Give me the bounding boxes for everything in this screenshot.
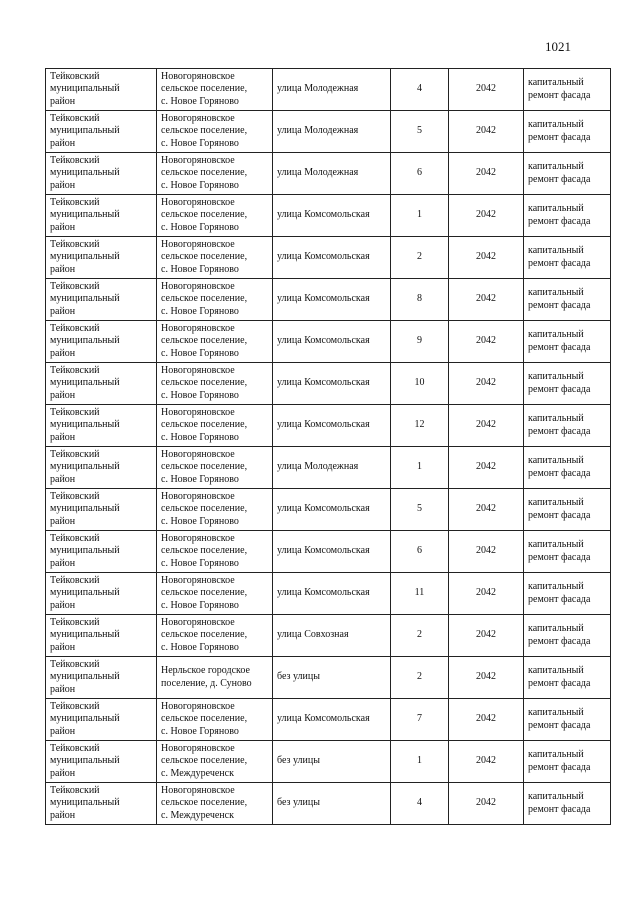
work-type-cell <box>524 363 611 405</box>
table-row <box>46 657 611 699</box>
settlement-cell-line: с. Новое Горяново <box>161 515 239 527</box>
district-cell-line: Тейковский <box>50 71 100 83</box>
settlement-cell-line: Новогоряновское <box>161 407 235 419</box>
settlement-cell-line: с. Новое Горяново <box>161 305 239 317</box>
district-cell-line: район <box>50 473 76 485</box>
house-number-cell: 1 <box>391 195 449 237</box>
work-type-cell-line: капитальный <box>528 623 584 635</box>
settlement-cell-line: Новогоряновское <box>161 533 235 545</box>
work-type-cell-line: капитальный <box>528 581 584 593</box>
table-row <box>46 69 611 111</box>
street-cell: без улицы <box>273 741 391 783</box>
work-type-cell-line: ремонт фасада <box>528 257 591 269</box>
house-number-cell: 10 <box>391 363 449 405</box>
settlement-cell-line: Новогоряновское <box>161 701 235 713</box>
settlement-cell-line: Новогоряновское <box>161 155 235 167</box>
work-type-cell-line: ремонт фасада <box>528 341 591 353</box>
district-cell-line: муниципальный <box>50 125 120 137</box>
settlement-cell <box>157 447 273 489</box>
district-cell-line: Тейковский <box>50 155 100 167</box>
settlement-cell-line: с. Новое Горяново <box>161 137 239 149</box>
house-number-cell: 5 <box>391 489 449 531</box>
district-cell <box>46 69 157 111</box>
district-cell <box>46 447 157 489</box>
settlement-cell-line: с. Новое Горяново <box>161 95 239 107</box>
district-cell-line: Тейковский <box>50 491 100 503</box>
work-type-cell <box>524 615 611 657</box>
district-cell <box>46 573 157 615</box>
work-type-cell-line: капитальный <box>528 287 584 299</box>
district-cell <box>46 531 157 573</box>
table-row <box>46 783 611 825</box>
street-cell: улица Молодежная <box>273 447 391 489</box>
settlement-cell-line: Новогоряновское <box>161 491 235 503</box>
work-type-cell-line: капитальный <box>528 665 584 677</box>
street-cell: без улицы <box>273 657 391 699</box>
table-row <box>46 279 611 321</box>
year-cell: 2042 <box>449 153 524 195</box>
page-number: 1021 <box>545 39 571 54</box>
district-cell-line: район <box>50 263 76 275</box>
work-type-cell-line: капитальный <box>528 203 584 215</box>
table-row <box>46 573 611 615</box>
district-cell-line: район <box>50 95 76 107</box>
district-cell-line: муниципальный <box>50 419 120 431</box>
settlement-cell-line: Новогоряновское <box>161 365 235 377</box>
work-type-cell <box>524 657 611 699</box>
work-type-cell-line: ремонт фасада <box>528 635 591 647</box>
table-row <box>46 741 611 783</box>
district-cell <box>46 195 157 237</box>
settlement-cell-line: сельское поселение, <box>161 629 248 641</box>
district-cell-line: район <box>50 809 76 821</box>
house-number-cell: 11 <box>391 573 449 615</box>
settlement-cell-line: Новогоряновское <box>161 743 235 755</box>
district-cell-line: район <box>50 389 76 401</box>
house-number-cell: 2 <box>391 615 449 657</box>
table-row <box>46 531 611 573</box>
district-cell-line: муниципальный <box>50 671 120 683</box>
work-type-cell-line: ремонт фасада <box>528 719 591 731</box>
district-cell-line: Тейковский <box>50 533 100 545</box>
house-number-cell: 2 <box>391 657 449 699</box>
settlement-cell-line: с. Новое Горяново <box>161 347 239 359</box>
table-row <box>46 195 611 237</box>
settlement-cell-line: сельское поселение, <box>161 419 248 431</box>
street-cell: улица Комсомольская <box>273 363 391 405</box>
district-cell <box>46 363 157 405</box>
settlement-cell-line: с. Новое Горяново <box>161 641 239 653</box>
settlement-cell-line: Новогоряновское <box>161 323 235 335</box>
street-cell: улица Комсомольская <box>273 237 391 279</box>
year-cell: 2042 <box>449 489 524 531</box>
settlement-cell <box>157 657 273 699</box>
settlement-cell-line: сельское поселение, <box>161 461 248 473</box>
district-cell-line: муниципальный <box>50 335 120 347</box>
street-cell: улица Комсомольская <box>273 531 391 573</box>
year-cell: 2042 <box>449 615 524 657</box>
house-number-cell: 4 <box>391 783 449 825</box>
district-cell <box>46 657 157 699</box>
district-cell-line: муниципальный <box>50 251 120 263</box>
street-cell: без улицы <box>273 783 391 825</box>
settlement-cell-line: Новогоряновское <box>161 239 235 251</box>
settlement-cell-line: сельское поселение, <box>161 83 248 95</box>
settlement-cell-line: Новогоряновское <box>161 281 235 293</box>
work-type-cell-line: ремонт фасада <box>528 89 591 101</box>
work-type-cell <box>524 237 611 279</box>
street-cell: улица Комсомольская <box>273 279 391 321</box>
work-type-cell <box>524 405 611 447</box>
district-cell <box>46 237 157 279</box>
district-cell-line: район <box>50 767 76 779</box>
district-cell <box>46 783 157 825</box>
settlement-cell-line: с. Новое Горяново <box>161 221 239 233</box>
district-cell-line: Тейковский <box>50 239 100 251</box>
settlement-cell <box>157 699 273 741</box>
street-cell: улица Комсомольская <box>273 321 391 363</box>
street-cell: улица Совхозная <box>273 615 391 657</box>
table-row <box>46 363 611 405</box>
settlement-cell-line: сельское поселение, <box>161 713 248 725</box>
table-row <box>46 237 611 279</box>
settlement-cell-line: с. Новое Горяново <box>161 473 239 485</box>
district-cell-line: район <box>50 599 76 611</box>
work-type-cell-line: ремонт фасада <box>528 131 591 143</box>
district-cell-line: район <box>50 683 76 695</box>
year-cell: 2042 <box>449 699 524 741</box>
settlement-cell-line: Новогоряновское <box>161 197 235 209</box>
work-type-cell-line: ремонт фасада <box>528 425 591 437</box>
district-cell-line: район <box>50 137 76 149</box>
work-type-cell-line: ремонт фасада <box>528 551 591 563</box>
work-type-cell-line: капитальный <box>528 161 584 173</box>
settlement-cell <box>157 279 273 321</box>
house-number-cell: 1 <box>391 447 449 489</box>
work-type-cell-line: капитальный <box>528 539 584 551</box>
work-type-cell <box>524 153 611 195</box>
settlement-cell <box>157 237 273 279</box>
district-cell-line: район <box>50 347 76 359</box>
year-cell: 2042 <box>449 405 524 447</box>
district-cell-line: муниципальный <box>50 83 120 95</box>
work-type-cell-line: ремонт фасада <box>528 761 591 773</box>
work-type-cell-line: ремонт фасада <box>528 803 591 815</box>
work-type-cell-line: ремонт фасада <box>528 467 591 479</box>
settlement-cell <box>157 405 273 447</box>
work-type-cell-line: капитальный <box>528 371 584 383</box>
street-cell: улица Комсомольская <box>273 489 391 531</box>
house-number-cell: 5 <box>391 111 449 153</box>
work-type-cell <box>524 531 611 573</box>
district-cell-line: район <box>50 221 76 233</box>
table-row <box>46 111 611 153</box>
year-cell: 2042 <box>449 237 524 279</box>
street-cell: улица Молодежная <box>273 69 391 111</box>
settlement-cell-line: сельское поселение, <box>161 251 248 263</box>
street-cell: улица Комсомольская <box>273 699 391 741</box>
district-cell-line: район <box>50 515 76 527</box>
work-type-cell <box>524 279 611 321</box>
year-cell: 2042 <box>449 363 524 405</box>
work-type-cell <box>524 69 611 111</box>
settlement-cell-line: сельское поселение, <box>161 335 248 347</box>
settlement-cell-line: Новогоряновское <box>161 575 235 587</box>
work-type-cell-line: капитальный <box>528 413 584 425</box>
settlement-cell-line: с. Новое Горяново <box>161 389 239 401</box>
settlement-cell <box>157 363 273 405</box>
table-row <box>46 153 611 195</box>
settlement-cell-line: Нерльское городское <box>161 665 250 677</box>
district-cell <box>46 699 157 741</box>
house-number-cell: 9 <box>391 321 449 363</box>
year-cell: 2042 <box>449 111 524 153</box>
district-cell-line: муниципальный <box>50 587 120 599</box>
settlement-cell <box>157 321 273 363</box>
house-number-cell: 7 <box>391 699 449 741</box>
district-cell-line: муниципальный <box>50 167 120 179</box>
district-cell-line: Тейковский <box>50 701 100 713</box>
district-cell-line: Тейковский <box>50 449 100 461</box>
district-cell-line: район <box>50 725 76 737</box>
settlement-cell <box>157 195 273 237</box>
district-cell-line: муниципальный <box>50 503 120 515</box>
house-number-cell: 4 <box>391 69 449 111</box>
settlement-cell-line: сельское поселение, <box>161 545 248 557</box>
district-cell-line: муниципальный <box>50 293 120 305</box>
street-cell: улица Комсомольская <box>273 405 391 447</box>
work-type-cell-line: капитальный <box>528 77 584 89</box>
district-cell <box>46 741 157 783</box>
district-cell-line: муниципальный <box>50 629 120 641</box>
settlement-cell <box>157 69 273 111</box>
work-type-cell <box>524 489 611 531</box>
house-number-cell: 1 <box>391 741 449 783</box>
house-number-cell: 8 <box>391 279 449 321</box>
settlement-cell-line: Новогоряновское <box>161 71 235 83</box>
district-cell-line: Тейковский <box>50 659 100 671</box>
settlement-cell-line: Новогоряновское <box>161 785 235 797</box>
district-cell-line: муниципальный <box>50 545 120 557</box>
work-type-cell-line: капитальный <box>528 455 584 467</box>
street-cell: улица Комсомольская <box>273 195 391 237</box>
settlement-cell-line: с. Новое Горяново <box>161 599 239 611</box>
year-cell: 2042 <box>449 783 524 825</box>
work-type-cell-line: ремонт фасада <box>528 299 591 311</box>
house-number-cell: 6 <box>391 531 449 573</box>
settlement-cell-line: Новогоряновское <box>161 113 235 125</box>
work-type-cell-line: капитальный <box>528 791 584 803</box>
settlement-cell-line: Новогоряновское <box>161 449 235 461</box>
settlement-cell-line: сельское поселение, <box>161 587 248 599</box>
district-cell-line: район <box>50 431 76 443</box>
settlement-cell <box>157 615 273 657</box>
work-type-cell-line: ремонт фасада <box>528 215 591 227</box>
house-number-cell: 2 <box>391 237 449 279</box>
district-cell-line: Тейковский <box>50 785 100 797</box>
work-type-cell-line: ремонт фасада <box>528 383 591 395</box>
district-cell <box>46 111 157 153</box>
district-cell-line: Тейковский <box>50 323 100 335</box>
table-row <box>46 615 611 657</box>
district-cell-line: Тейковский <box>50 575 100 587</box>
district-cell-line: Тейковский <box>50 365 100 377</box>
settlement-cell-line: сельское поселение, <box>161 503 248 515</box>
district-cell-line: муниципальный <box>50 209 120 221</box>
district-cell-line: район <box>50 179 76 191</box>
work-type-cell-line: ремонт фасада <box>528 173 591 185</box>
year-cell: 2042 <box>449 741 524 783</box>
work-type-cell-line: капитальный <box>528 245 584 257</box>
work-type-cell-line: капитальный <box>528 497 584 509</box>
district-cell <box>46 405 157 447</box>
settlement-cell-line: сельское поселение, <box>161 209 248 221</box>
street-cell: улица Молодежная <box>273 111 391 153</box>
district-cell-line: Тейковский <box>50 281 100 293</box>
year-cell: 2042 <box>449 321 524 363</box>
year-cell: 2042 <box>449 69 524 111</box>
settlement-cell <box>157 489 273 531</box>
work-type-cell-line: капитальный <box>528 119 584 131</box>
district-cell-line: район <box>50 641 76 653</box>
settlement-cell-line: сельское поселение, <box>161 797 248 809</box>
work-type-cell <box>524 783 611 825</box>
work-type-cell <box>524 111 611 153</box>
year-cell: 2042 <box>449 657 524 699</box>
table-row <box>46 447 611 489</box>
table-row <box>46 321 611 363</box>
district-cell <box>46 489 157 531</box>
settlement-cell-line: с. Новое Горяново <box>161 431 239 443</box>
work-type-cell-line: ремонт фасада <box>528 593 591 605</box>
district-cell-line: Тейковский <box>50 407 100 419</box>
settlement-cell-line: сельское поселение, <box>161 125 248 137</box>
table-body <box>46 69 611 825</box>
table-row <box>46 489 611 531</box>
work-type-cell <box>524 573 611 615</box>
settlement-cell-line: сельское поселение, <box>161 755 248 767</box>
settlement-cell-line: с. Междуреченск <box>161 809 234 821</box>
work-type-cell <box>524 447 611 489</box>
settlement-cell-line: с. Междуреченск <box>161 767 234 779</box>
district-cell-line: Тейковский <box>50 743 100 755</box>
settlement-cell-line: сельское поселение, <box>161 377 248 389</box>
table-row <box>46 405 611 447</box>
work-type-cell-line: ремонт фасада <box>528 509 591 521</box>
street-cell: улица Комсомольская <box>273 573 391 615</box>
settlement-cell-line: с. Новое Горяново <box>161 557 239 569</box>
district-cell-line: Тейковский <box>50 197 100 209</box>
year-cell: 2042 <box>449 573 524 615</box>
year-cell: 2042 <box>449 195 524 237</box>
settlement-cell-line: сельское поселение, <box>161 293 248 305</box>
district-cell-line: муниципальный <box>50 797 120 809</box>
work-type-cell <box>524 321 611 363</box>
settlement-cell <box>157 531 273 573</box>
district-cell-line: Тейковский <box>50 617 100 629</box>
settlement-cell-line: сельское поселение, <box>161 167 248 179</box>
district-cell <box>46 279 157 321</box>
district-cell <box>46 321 157 363</box>
district-cell <box>46 615 157 657</box>
settlement-cell-line: Новогоряновское <box>161 617 235 629</box>
district-cell-line: район <box>50 557 76 569</box>
work-type-cell <box>524 699 611 741</box>
settlement-cell <box>157 783 273 825</box>
street-cell: улица Молодежная <box>273 153 391 195</box>
district-cell-line: муниципальный <box>50 755 120 767</box>
settlement-cell <box>157 741 273 783</box>
settlement-cell <box>157 573 273 615</box>
house-number-cell: 12 <box>391 405 449 447</box>
district-cell-line: район <box>50 305 76 317</box>
work-type-cell-line: капитальный <box>528 707 584 719</box>
district-cell <box>46 153 157 195</box>
settlement-cell <box>157 153 273 195</box>
district-cell-line: муниципальный <box>50 713 120 725</box>
district-cell-line: Тейковский <box>50 113 100 125</box>
settlement-cell <box>157 111 273 153</box>
registry-table <box>45 68 611 825</box>
work-type-cell <box>524 195 611 237</box>
work-type-cell <box>524 741 611 783</box>
house-number-cell: 6 <box>391 153 449 195</box>
year-cell: 2042 <box>449 531 524 573</box>
settlement-cell-line: с. Новое Горяново <box>161 725 239 737</box>
table-row <box>46 699 611 741</box>
year-cell: 2042 <box>449 447 524 489</box>
settlement-cell-line: с. Новое Горяново <box>161 179 239 191</box>
settlement-cell-line: поселение, д. Суново <box>161 677 252 689</box>
district-cell-line: муниципальный <box>50 461 120 473</box>
district-cell-line: муниципальный <box>50 377 120 389</box>
work-type-cell-line: капитальный <box>528 749 584 761</box>
work-type-cell-line: капитальный <box>528 329 584 341</box>
year-cell: 2042 <box>449 279 524 321</box>
work-type-cell-line: ремонт фасада <box>528 677 591 689</box>
settlement-cell-line: с. Новое Горяново <box>161 263 239 275</box>
